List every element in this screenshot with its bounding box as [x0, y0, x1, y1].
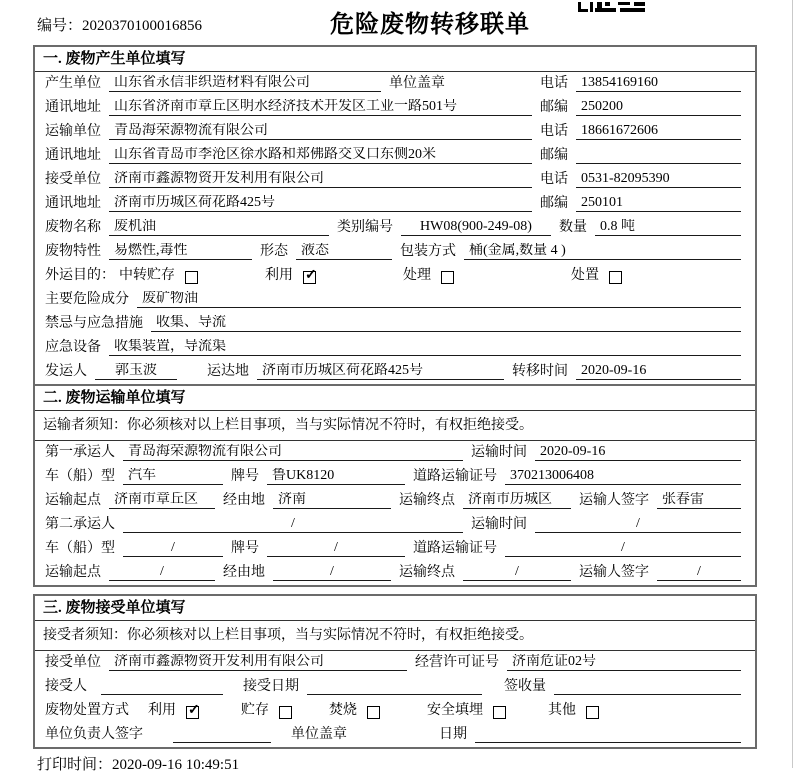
- transporter-address-label: 通讯地址: [45, 148, 101, 163]
- section-receiver-title: 三. 废物接受单位填写: [35, 596, 755, 621]
- received-qty-label: 签收量: [504, 679, 546, 694]
- transport-notice: 运输者须知：你必须核对以上栏目事项，当与实际情况不符时，有权拒绝接受。: [35, 411, 755, 441]
- taboo-label: 禁忌与应急措施: [45, 316, 143, 331]
- vehicle2-row: [35, 537, 755, 561]
- packing-label: 包装方式: [400, 244, 456, 259]
- waste-property-row: [35, 240, 755, 264]
- road-permit1-label: 道路运输证号: [413, 469, 497, 484]
- form-label: 形态: [260, 244, 288, 259]
- acceptor-row: [35, 675, 755, 699]
- purpose-option-treat: [401, 268, 454, 284]
- producer-phone-value: 13854169160: [576, 75, 741, 92]
- transporter-zip-value: [576, 148, 741, 164]
- form-value: 液态: [296, 243, 392, 260]
- transporter-value: 青岛海荣源物流有限公司: [109, 123, 532, 140]
- via1-label: 经由地: [223, 493, 265, 508]
- vehicle2-value: /: [123, 540, 223, 557]
- page-right-edge: [792, 0, 793, 768]
- dispose-checkbox-icon: [609, 271, 622, 284]
- print-time: [37, 753, 796, 774]
- disposal-store-checkbox-icon: [279, 706, 292, 719]
- plate1-value: 鲁UK8120: [267, 468, 405, 485]
- main-hazard-row: [35, 288, 755, 312]
- consignor-row: [35, 360, 755, 384]
- serial-value: 2020370100016856: [82, 18, 203, 34]
- receiver-phone-value: 0531-82095390: [576, 171, 741, 188]
- plate2-label: 牌号: [231, 541, 259, 556]
- transporter-row: [35, 120, 755, 144]
- producer-zip-value: 250200: [576, 99, 741, 116]
- main-hazard-label: 主要危险成分: [45, 292, 129, 307]
- transfer-storage-checkbox-icon: [185, 271, 198, 284]
- transfer-time-value: 2020-09-16: [576, 363, 741, 380]
- document-header: [0, 0, 796, 45]
- purpose-option-label: 处理: [403, 268, 431, 283]
- accept-unit-row: [35, 651, 755, 675]
- disposal-option-label: 其他: [548, 703, 576, 718]
- date-value: [475, 727, 741, 743]
- carrier1-row: [35, 441, 755, 465]
- transporter-phone-value: 18661672606: [576, 123, 741, 140]
- vehicle1-label: 车（船）型: [45, 469, 115, 484]
- producer-label: 产生单位: [45, 76, 101, 91]
- waste-property-value: 易燃性,毒性: [109, 243, 252, 260]
- producer-address-value: 山东省济南市章丘区明水经济技术开发区工业一路501号: [109, 99, 532, 116]
- transporter-address-value: 山东省青岛市李沧区徐水路和郑佛路交叉口东侧20米: [109, 147, 532, 164]
- accept-unit-value: 济南市鑫源物资开发利用有限公司: [109, 654, 407, 671]
- responsible-sign-row: [35, 723, 755, 747]
- disposal-utilize-checkbox-icon: [186, 706, 199, 719]
- waste-name-value: 废机油: [109, 219, 329, 236]
- receiver-zip-value: 250101: [576, 195, 741, 212]
- qr-code-fragment-icon: [578, 0, 652, 11]
- permit-value: 济南危证02号: [507, 654, 741, 671]
- sign2-value: /: [657, 564, 741, 581]
- receiver-address-value: 济南市历城区荷花路425号: [109, 195, 532, 212]
- disposal-option-label: 贮存: [241, 703, 269, 718]
- origin1-value: 济南市章丘区: [109, 492, 215, 509]
- unit-seal-label-2: 单位盖章: [291, 727, 347, 742]
- route1-row: [35, 489, 755, 513]
- plate1-label: 牌号: [231, 469, 259, 484]
- consignor-value: 郭玉波: [95, 363, 177, 380]
- transport-time2-label: 运输时间: [471, 517, 527, 532]
- purpose-row: [35, 264, 755, 288]
- consignor-label: 发运人: [45, 364, 87, 379]
- route2-row: [35, 561, 755, 585]
- acceptor-label: 接受人: [45, 679, 87, 694]
- purpose-option-transfer-storage: [117, 268, 198, 284]
- main-hazard-value: 废矿物油: [137, 291, 741, 308]
- terminal1-label: 运输终点: [399, 493, 455, 508]
- responsible-sign-label: 单位负责人签字: [45, 727, 143, 742]
- receiver-address-label: 通讯地址: [45, 196, 101, 211]
- date-label: 日期: [439, 727, 467, 742]
- receiver-label: 接受单位: [45, 172, 101, 187]
- disposal-option-other: [546, 703, 599, 719]
- carrier1-value: 青岛海荣源物流有限公司: [123, 444, 463, 461]
- quantity-label: 数量: [559, 220, 587, 235]
- destination-value: 济南市历城区荷花路425号: [257, 363, 504, 380]
- packing-value: 桶(金属,数量 4 ): [464, 243, 741, 260]
- purpose-option-label: 中转贮存: [119, 268, 175, 283]
- purpose-option-label: 处置: [571, 268, 599, 283]
- carrier2-row: [35, 513, 755, 537]
- receiver-row: [35, 168, 755, 192]
- terminal2-label: 运输终点: [399, 565, 455, 580]
- terminal1-value: 济南市历城区: [463, 492, 571, 509]
- receiver-address-row: [35, 192, 755, 216]
- transporter-label: 运输单位: [45, 124, 101, 139]
- category-label: 类别编号: [337, 220, 393, 235]
- origin2-value: /: [109, 564, 215, 581]
- transport-time2-value: /: [535, 516, 741, 533]
- vehicle1-value: 汽车: [123, 468, 223, 485]
- origin1-label: 运输起点: [45, 493, 101, 508]
- disposal-other-checkbox-icon: [586, 706, 599, 719]
- via2-label: 经由地: [223, 565, 265, 580]
- vehicle1-row: [35, 465, 755, 489]
- quantity-value: 0.8 吨: [595, 219, 741, 236]
- producer-address-label: 通讯地址: [45, 100, 101, 115]
- waste-name-row: [35, 216, 755, 240]
- producer-value: 山东省永信非织造材料有限公司: [109, 75, 381, 92]
- transport-time1-label: 运输时间: [471, 445, 527, 460]
- disposal-option-utilize: [146, 703, 199, 719]
- sign1-value: 张春雷: [657, 492, 741, 509]
- road-permit2-value: /: [505, 540, 741, 557]
- disposal-row: [35, 699, 755, 723]
- vehicle2-label: 车（船）型: [45, 541, 115, 556]
- section-receiver: [33, 594, 757, 749]
- purpose-option-utilize: [263, 268, 316, 284]
- treat-checkbox-icon: [441, 271, 454, 284]
- taboo-row: [35, 312, 755, 336]
- disposal-option-label: 焚烧: [329, 703, 357, 718]
- transporter-phone-label: 电话: [540, 124, 568, 139]
- origin2-label: 运输起点: [45, 565, 101, 580]
- receiver-notice: 接受者须知：你必须核对以上栏目事项，当与实际情况不符时，有权拒绝接受。: [35, 621, 755, 651]
- road-permit1-value: 370213006408: [505, 468, 741, 485]
- permit-label: 经营许可证号: [415, 655, 499, 670]
- section-producer-title: 一. 废物产生单位填写: [35, 47, 755, 72]
- serial-label: 编号：: [37, 18, 83, 34]
- waste-property-label: 废物特性: [45, 244, 101, 259]
- responsible-sign-value: [173, 727, 271, 743]
- emergency-equipment-row: [35, 336, 755, 360]
- print-time-value: 2020-09-16 10:49:51: [112, 757, 240, 773]
- disposal-landfill-checkbox-icon: [493, 706, 506, 719]
- purpose-label: 外运目的：: [45, 268, 115, 283]
- terminal2-value: /: [463, 564, 571, 581]
- received-qty-value: [554, 679, 741, 695]
- via1-value: 济南: [273, 492, 391, 509]
- unit-seal-label: 单位盖章: [389, 76, 445, 91]
- taboo-value: 收集、导流: [151, 315, 741, 332]
- transport-time1-value: 2020-09-16: [535, 444, 741, 461]
- section-transport-title: 二. 废物运输单位填写: [35, 386, 755, 411]
- disposal-option-incinerate: [327, 703, 380, 719]
- plate2-value: /: [267, 540, 405, 557]
- accept-date-value: [307, 679, 482, 695]
- category-value: HW08(900-249-08): [401, 219, 551, 236]
- road-permit2-label: 道路运输证号: [413, 541, 497, 556]
- receiver-value: 济南市鑫源物资开发利用有限公司: [109, 171, 532, 188]
- emergency-equipment-value: 收集装置，导流渠: [109, 339, 741, 356]
- transporter-address-row: [35, 144, 755, 168]
- producer-address-row: [35, 96, 755, 120]
- waste-name-label: 废物名称: [45, 220, 101, 235]
- carrier2-value: /: [123, 516, 463, 533]
- via2-value: /: [273, 564, 391, 581]
- receiver-phone-label: 电话: [540, 172, 568, 187]
- serial-number: [37, 14, 202, 35]
- carrier2-label: 第二承运人: [45, 517, 115, 532]
- transporter-zip-label: 邮编: [540, 148, 568, 163]
- emergency-equipment-label: 应急设备: [45, 340, 101, 355]
- transfer-time-label: 转移时间: [512, 364, 568, 379]
- purpose-option-dispose: [569, 268, 622, 284]
- acceptor-value: [101, 679, 223, 695]
- disposal-option-store: [239, 703, 292, 719]
- disposal-label: 废物处置方式: [45, 703, 129, 718]
- sign2-label: 运输人签字: [579, 565, 649, 580]
- disposal-option-label: 利用: [148, 703, 176, 718]
- carrier1-label: 第一承运人: [45, 445, 115, 460]
- producer-zip-label: 邮编: [540, 100, 568, 115]
- producer-row: [35, 72, 755, 96]
- producer-phone-label: 电话: [540, 76, 568, 91]
- section-transport: [33, 384, 757, 587]
- purpose-option-label: 利用: [265, 268, 293, 283]
- disposal-option-label: 安全填埋: [427, 703, 483, 718]
- destination-label: 运达地: [207, 364, 249, 379]
- section-producer: [33, 45, 757, 386]
- receiver-zip-label: 邮编: [540, 196, 568, 211]
- sign1-label: 运输人签字: [579, 493, 649, 508]
- document-title: 危险废物转移联单: [330, 12, 530, 38]
- accept-unit-label: 接受单位: [45, 655, 101, 670]
- print-time-label: 打印时间：: [37, 757, 113, 773]
- disposal-incinerate-checkbox-icon: [367, 706, 380, 719]
- disposal-option-landfill: [425, 703, 506, 719]
- accept-date-label: 接受日期: [243, 679, 299, 694]
- utilize-checkbox-icon: [303, 271, 316, 284]
